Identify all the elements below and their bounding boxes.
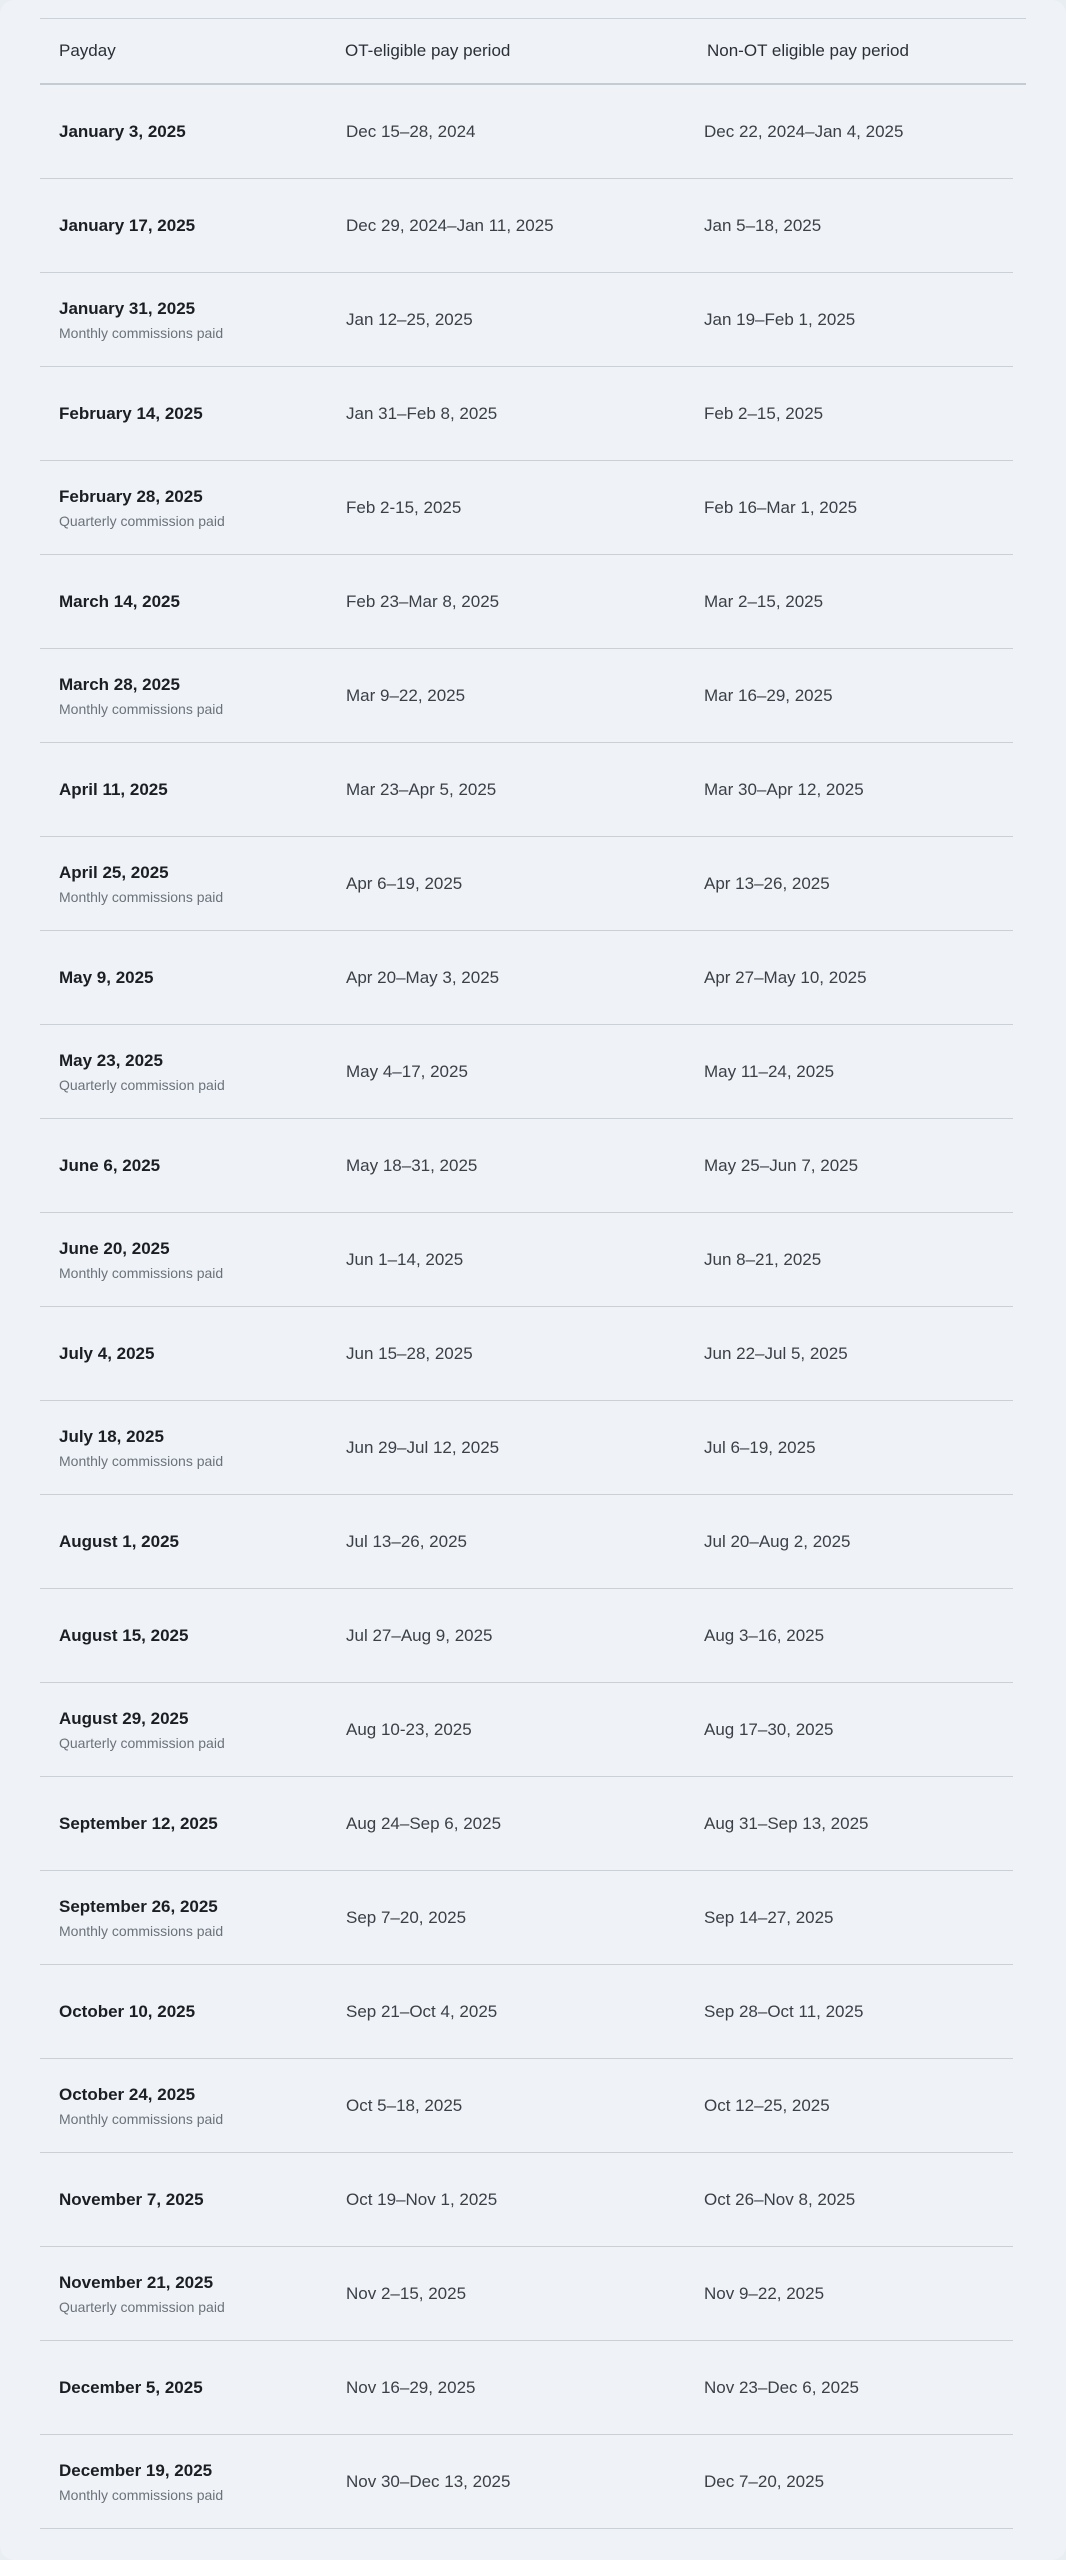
- payday-date: December 5, 2025: [59, 2377, 203, 2397]
- payday-date: March 14, 2025: [59, 591, 180, 611]
- ot-eligible-period: Jun 29–Jul 12, 2025: [346, 1438, 500, 1457]
- payday-cell: [59, 1495, 179, 1588]
- payday-date: February 14, 2025: [59, 403, 203, 423]
- commission-note: Quarterly commission paid: [59, 2298, 225, 2315]
- non-ot-eligible-period: Sep 14–27, 2025: [704, 1908, 834, 1927]
- payday-cell: [59, 1119, 160, 1212]
- table-row: [40, 2435, 1013, 2529]
- table-row: [40, 1965, 1013, 2059]
- non-ot-eligible-period: Jan 19–Feb 1, 2025: [704, 310, 856, 329]
- header-non-ot-eligible: Non-OT eligible pay period: [707, 41, 909, 60]
- commission-note: Monthly commissions paid: [59, 1452, 224, 1469]
- ot-eligible-period: Sep 21–Oct 4, 2025: [346, 2002, 498, 2021]
- payday-cell: [59, 555, 180, 648]
- payday-cell: [59, 461, 225, 554]
- commission-note: Quarterly commission paid: [59, 1076, 225, 1093]
- commission-note: Monthly commissions paid: [59, 700, 224, 717]
- payday-date: November 21, 2025: [59, 2272, 214, 2292]
- payday-cell: [59, 1871, 223, 1964]
- ot-eligible-period: Mar 23–Apr 5, 2025: [346, 780, 497, 799]
- table-row: [40, 1683, 1013, 1777]
- non-ot-eligible-period: Mar 2–15, 2025: [704, 592, 824, 611]
- table-row: [40, 461, 1013, 555]
- payday-cell: [59, 1307, 154, 1400]
- non-ot-eligible-period: Dec 22, 2024–Jan 4, 2025: [704, 122, 904, 141]
- non-ot-eligible-period: Jun 22–Jul 5, 2025: [704, 1344, 848, 1363]
- table-row: [40, 2247, 1013, 2341]
- ot-eligible-period: Oct 5–18, 2025: [346, 2096, 463, 2115]
- payday-date: January 31, 2025: [59, 298, 196, 318]
- table-row: [40, 1871, 1013, 1965]
- payday-cell: [59, 1401, 223, 1494]
- payday-date: January 3, 2025: [59, 121, 186, 141]
- non-ot-eligible-period: Dec 7–20, 2025: [704, 2472, 825, 2491]
- payday-cell: [59, 837, 223, 930]
- ot-eligible-period: Sep 7–20, 2025: [346, 1908, 467, 1927]
- ot-eligible-period: May 4–17, 2025: [346, 1062, 468, 1081]
- ot-eligible-period: Jun 15–28, 2025: [346, 1344, 473, 1363]
- payday-cell: [59, 649, 223, 742]
- payday-cell: [59, 1683, 225, 1776]
- non-ot-eligible-period: Aug 3–16, 2025: [704, 1626, 825, 1645]
- payday-date: May 9, 2025: [59, 967, 154, 987]
- non-ot-eligible-period: Jan 5–18, 2025: [704, 216, 822, 235]
- non-ot-eligible-period: Mar 16–29, 2025: [704, 686, 833, 705]
- table-body: [40, 85, 1026, 2529]
- non-ot-eligible-period: Mar 30–Apr 12, 2025: [704, 780, 864, 799]
- table-row: [40, 1777, 1013, 1871]
- payday-date: February 28, 2025: [59, 486, 203, 506]
- payday-cell: [59, 2435, 223, 2528]
- payday-date: June 6, 2025: [59, 1155, 161, 1175]
- payday-date: October 10, 2025: [59, 2001, 196, 2021]
- payday-cell: [59, 2341, 203, 2434]
- non-ot-eligible-period: Feb 16–Mar 1, 2025: [704, 498, 858, 517]
- ot-eligible-period: May 18–31, 2025: [346, 1156, 478, 1175]
- payday-date: December 19, 2025: [59, 2460, 213, 2480]
- commission-note: Monthly commissions paid: [59, 1264, 224, 1281]
- payday-date: August 29, 2025: [59, 1708, 189, 1728]
- non-ot-eligible-period: Aug 31–Sep 13, 2025: [704, 1814, 869, 1833]
- non-ot-eligible-period: Oct 12–25, 2025: [704, 2096, 830, 2115]
- payday-cell: [59, 2153, 204, 2246]
- commission-note: Monthly commissions paid: [59, 1922, 224, 1939]
- pay-schedule-table: [40, 18, 1026, 2529]
- ot-eligible-period: Apr 20–May 3, 2025: [346, 968, 500, 987]
- ot-eligible-period: Feb 23–Mar 8, 2025: [346, 592, 500, 611]
- ot-eligible-period: Nov 2–15, 2025: [346, 2284, 467, 2303]
- payday-date: May 23, 2025: [59, 1050, 163, 1070]
- non-ot-eligible-period: Oct 26–Nov 8, 2025: [704, 2190, 856, 2209]
- non-ot-eligible-period: Feb 2–15, 2025: [704, 404, 824, 423]
- payday-cell: [59, 931, 154, 1024]
- payday-cell: [59, 2247, 225, 2340]
- ot-eligible-period: Aug 10-23, 2025: [346, 1720, 472, 1739]
- commission-note: Quarterly commission paid: [59, 512, 225, 529]
- payday-cell: [59, 367, 203, 460]
- payday-cell: [59, 2059, 223, 2152]
- non-ot-eligible-period: Nov 23–Dec 6, 2025: [704, 2378, 859, 2397]
- commission-note: Monthly commissions paid: [59, 324, 224, 341]
- ot-eligible-period: Dec 29, 2024–Jan 11, 2025: [346, 216, 554, 235]
- ot-eligible-period: Nov 30–Dec 13, 2025: [346, 2472, 511, 2491]
- commission-note: Monthly commissions paid: [59, 888, 224, 905]
- non-ot-eligible-period: Jul 6–19, 2025: [704, 1438, 816, 1457]
- payday-date: April 11, 2025: [59, 779, 168, 799]
- non-ot-eligible-period: Nov 9–22, 2025: [704, 2284, 825, 2303]
- table-row: [40, 179, 1013, 273]
- ot-eligible-period: Feb 2-15, 2025: [346, 498, 462, 517]
- ot-eligible-period: Jul 13–26, 2025: [346, 1532, 467, 1551]
- payday-cell: [59, 85, 186, 178]
- table-row: [40, 85, 1013, 179]
- non-ot-eligible-period: Apr 27–May 10, 2025: [704, 968, 867, 987]
- payday-cell: [59, 273, 223, 366]
- payday-cell: [59, 1589, 188, 1682]
- non-ot-eligible-period: Aug 17–30, 2025: [704, 1720, 834, 1739]
- payday-date: March 28, 2025: [59, 674, 180, 694]
- payday-cell: [59, 1777, 218, 1870]
- payday-date: November 7, 2025: [59, 2189, 204, 2209]
- non-ot-eligible-period: Jun 8–21, 2025: [704, 1250, 822, 1269]
- table-row: [40, 1213, 1013, 1307]
- payday-date: August 15, 2025: [59, 1625, 189, 1645]
- ot-eligible-period: Jan 12–25, 2025: [346, 310, 473, 329]
- ot-eligible-period: Apr 6–19, 2025: [346, 874, 463, 893]
- payday-date: October 24, 2025: [59, 2084, 196, 2104]
- ot-eligible-period: Mar 9–22, 2025: [346, 686, 466, 705]
- table-row: [40, 1401, 1013, 1495]
- table-header: [40, 19, 1026, 85]
- non-ot-eligible-period: Jul 20–Aug 2, 2025: [704, 1532, 851, 1551]
- ot-eligible-period: Jul 27–Aug 9, 2025: [346, 1626, 493, 1645]
- commission-note: Monthly commissions paid: [59, 2110, 224, 2127]
- table-row: [40, 555, 1013, 649]
- commission-note: Quarterly commission paid: [59, 1734, 225, 1751]
- commission-note: Monthly commissions paid: [59, 2486, 224, 2503]
- table-row: [40, 1495, 1013, 1589]
- payday-date: July 4, 2025: [59, 1343, 155, 1363]
- payday-date: January 17, 2025: [59, 215, 196, 235]
- table-row: [40, 367, 1013, 461]
- ot-eligible-period: Dec 15–28, 2024: [346, 122, 476, 141]
- ot-eligible-period: Aug 24–Sep 6, 2025: [346, 1814, 502, 1833]
- table-row: [40, 1307, 1013, 1401]
- payday-date: September 26, 2025: [59, 1896, 218, 1916]
- table-row: [40, 743, 1013, 837]
- payday-cell: [59, 179, 195, 272]
- non-ot-eligible-period: May 11–24, 2025: [704, 1062, 835, 1081]
- ot-eligible-period: Oct 19–Nov 1, 2025: [346, 2190, 498, 2209]
- ot-eligible-period: Nov 16–29, 2025: [346, 2378, 476, 2397]
- payday-date: June 20, 2025: [59, 1238, 170, 1258]
- table-row: [40, 931, 1013, 1025]
- non-ot-eligible-period: May 25–Jun 7, 2025: [704, 1156, 859, 1175]
- non-ot-eligible-period: Sep 28–Oct 11, 2025: [704, 2002, 864, 2021]
- table-row: [40, 2153, 1013, 2247]
- table-row: [40, 1589, 1013, 1683]
- header-ot-eligible: OT-eligible pay period: [345, 41, 511, 60]
- table-row: [40, 1119, 1013, 1213]
- payday-cell: [59, 1965, 195, 2058]
- ot-eligible-period: Jun 1–14, 2025: [346, 1250, 464, 1269]
- payday-date: July 18, 2025: [59, 1426, 164, 1446]
- payday-date: September 12, 2025: [59, 1813, 218, 1833]
- payday-date: August 1, 2025: [59, 1531, 179, 1551]
- table-row: [40, 2341, 1013, 2435]
- table-row: [40, 273, 1013, 367]
- payday-cell: [59, 1025, 225, 1118]
- ot-eligible-period: Jan 31–Feb 8, 2025: [346, 404, 498, 423]
- table-row: [40, 1025, 1013, 1119]
- payday-cell: [59, 1213, 223, 1306]
- header-payday: Payday: [59, 41, 116, 60]
- table-row: [40, 2059, 1013, 2153]
- non-ot-eligible-period: Apr 13–26, 2025: [704, 874, 830, 893]
- payday-cell: [59, 743, 168, 836]
- table-row: [40, 649, 1013, 743]
- table-row: [40, 837, 1013, 931]
- payday-date: April 25, 2025: [59, 862, 169, 882]
